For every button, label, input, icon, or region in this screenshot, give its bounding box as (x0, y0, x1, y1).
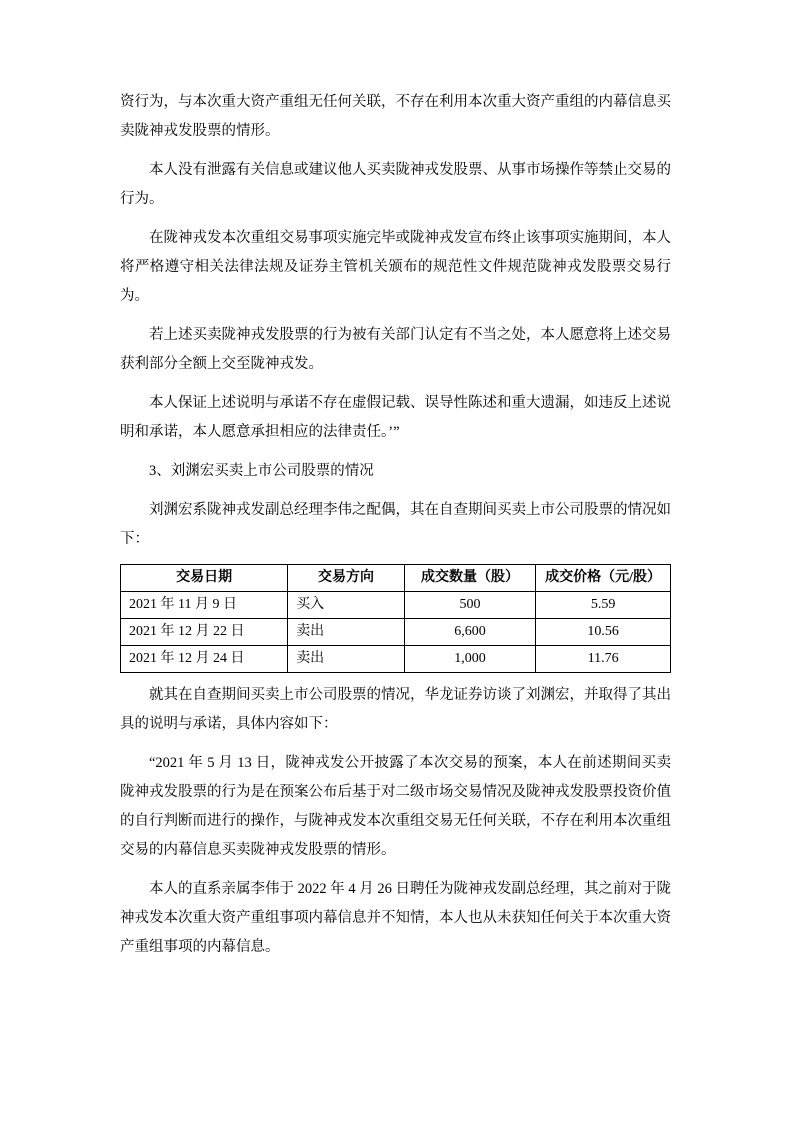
table-header-cell-volume: 成交数量（股） (404, 565, 535, 592)
table-cell-price: 10.56 (536, 619, 671, 646)
table-cell-price: 11.76 (536, 646, 671, 673)
section-heading: 3、刘渊宏买卖上市公司股票的情况 (149, 463, 374, 479)
paragraph-after-table: 就其在自查期间买卖上市公司股票的情况，华龙证券访谈了刘渊宏，并取得了其出具的说明与承诺，具体内容如下： (120, 687, 671, 732)
stock-trade-table (120, 564, 671, 673)
table-cell-date: 2021 年 11 月 9 日 (121, 592, 288, 619)
table-cell-volume: 500 (404, 592, 535, 619)
paragraph-intro: 刘渊宏系陇神戎发副总经理李伟之配偶，其在自查期间买卖上市公司股票的情况如下： (120, 502, 671, 547)
paragraph-quote2: 本人的直系亲属李伟于 2022 年 4 月 26 日聘任为陇神戎发副总经理，其之前对于陇神戎发本次重大资产重组事项内幕信息并不知情，本人也从未获知任何关于本次重大资产重组事项的内幕信息。 (120, 881, 671, 955)
paragraph-quote1: “2021 年 5 月 13 日，陇神戎发公开披露了本次交易的预案，本人在前述期间买卖陇神戎发股票的行为是在预案公布后基于对二级市场交易情况及陇神戎发股票投资价值的自行判断而进行的操作，与陇神戎发本次重组交易无任何关联，不存在利用本次重组交易的内幕信息买卖陇神戎发股票的情形。 (120, 755, 671, 858)
table-row (121, 619, 671, 646)
table-header-cell-direction: 交易方向 (288, 565, 405, 592)
table-cell-direction: 卖出 (288, 646, 405, 673)
paragraph-guarantee: 本人保证上述说明与承诺不存在虚假记载、误导性陈述和重大遗漏，如违反上述说明和承诺，本人愿意承担相应的法律责任。’” (120, 395, 671, 440)
table-cell-date: 2021 年 12 月 22 日 (121, 619, 288, 646)
table-header-row (121, 565, 671, 592)
table-cell-direction: 卖出 (288, 619, 405, 646)
table-cell-direction: 买入 (288, 592, 405, 619)
table-header-cell-price: 成交价格（元/股） (536, 565, 671, 592)
paragraph-compliance: 在陇神戎发本次重组交易事项实施完毕或陇神戎发宣布终止该事项实施期间，本人将严格遵守相关法律法规及证券主管机关颁布的规范性文件规范陇神戎发股票交易行为。 (120, 230, 671, 304)
table-row (121, 592, 671, 619)
paragraph-no-leak: 本人没有泄露有关信息或建议他人买卖陇神戎发股票、从事市场操作等禁止交易的行为。 (120, 162, 671, 207)
table-cell-volume: 6,600 (404, 619, 535, 646)
paragraph-profit: 若上述买卖陇神戎发股票的行为被有关部门认定有不当之处，本人愿意将上述交易获利部分全额上交至陇神戎发。 (120, 327, 671, 372)
table-header-cell-date: 交易日期 (121, 565, 288, 592)
table-cell-price: 5.59 (536, 592, 671, 619)
table-cell-volume: 1,000 (404, 646, 535, 673)
table-row (121, 646, 671, 673)
paragraph-continuation: 资行为，与本次重大资产重组无任何关联，不存在利用本次重大资产重组的内幕信息买卖陇神戎发股票的情形。 (120, 94, 671, 139)
table-cell-date: 2021 年 12 月 24 日 (121, 646, 288, 673)
